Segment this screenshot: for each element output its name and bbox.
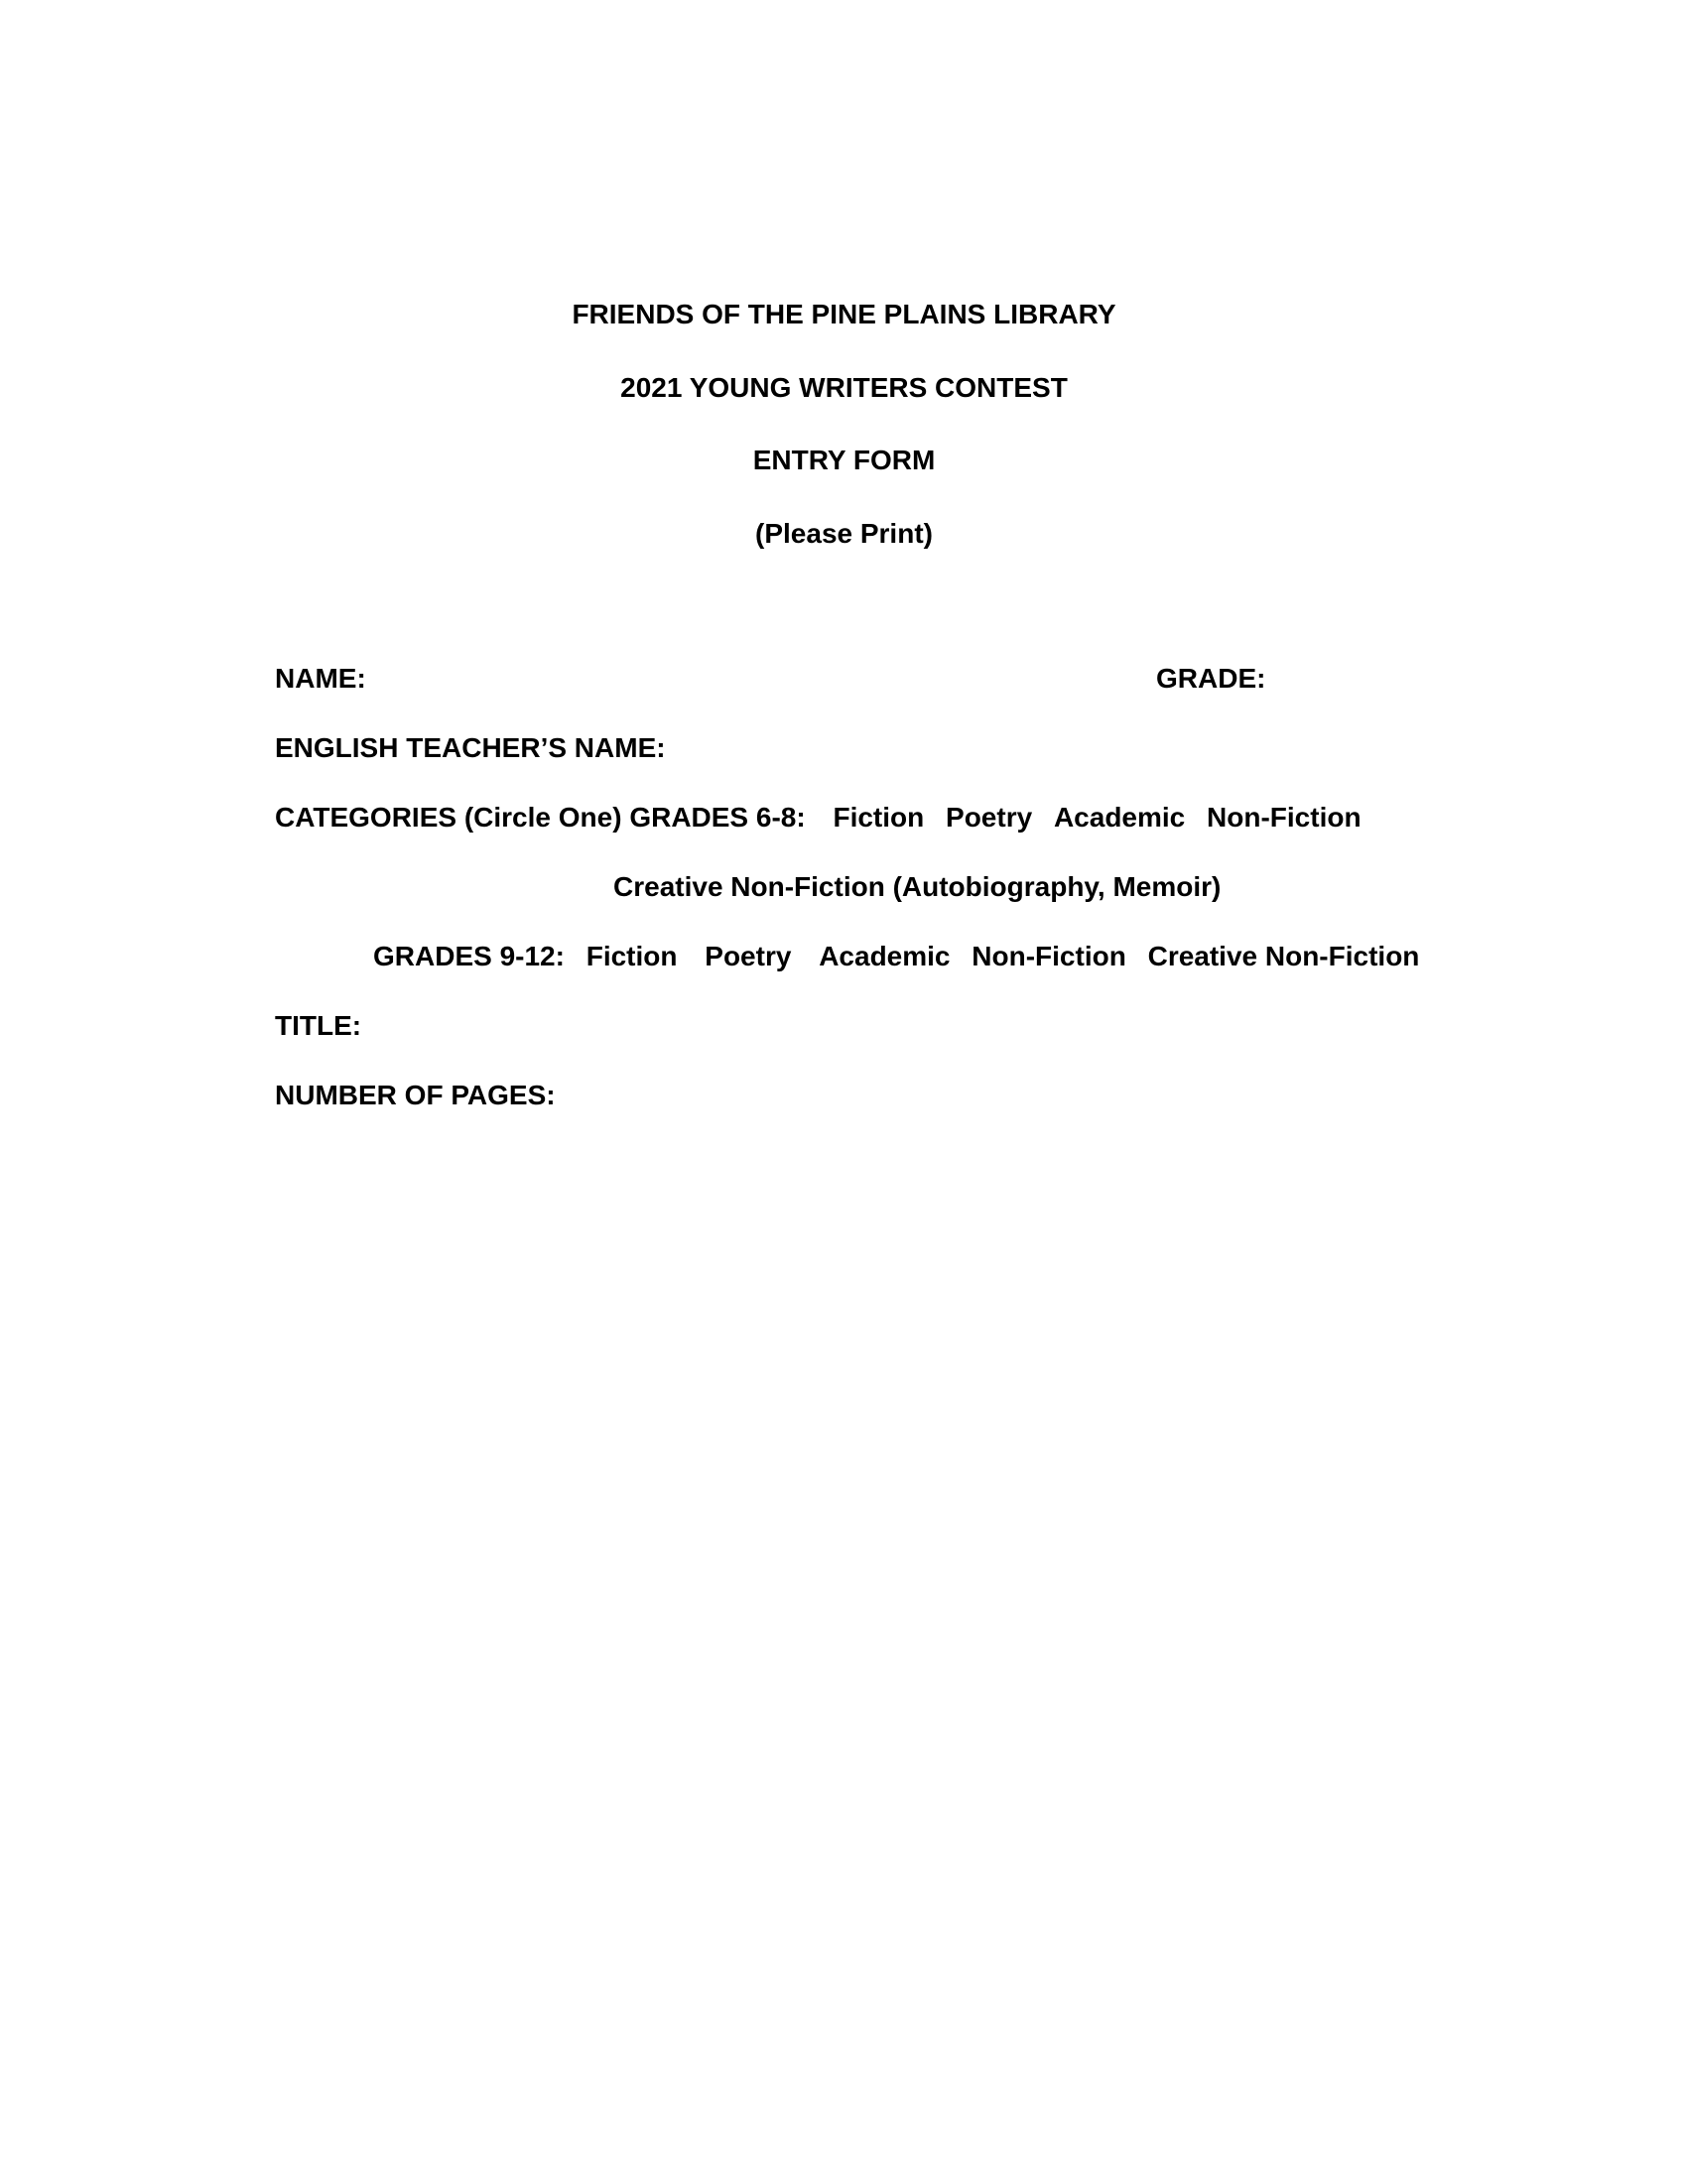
option-fiction-9-12: Fiction — [585, 941, 678, 971]
categories-row-9-12 — [373, 940, 1419, 973]
org-heading: FRIENDS OF THE PINE PLAINS LIBRARY — [572, 299, 1116, 329]
grade-field-label: GRADE: — [1156, 663, 1266, 694]
option-poetry-9-12: Poetry — [705, 941, 792, 971]
option-creative-nonfiction-6-8: Creative Non-Fiction (Autobiography, Memoir) — [613, 871, 1222, 902]
contest-heading: 2021 YOUNG WRITERS CONTEST — [620, 372, 1068, 403]
categories-row-6-8 — [275, 801, 1362, 835]
form-heading: ENTRY FORM — [752, 445, 936, 475]
option-nonfiction-6-8: Non-Fiction — [1207, 802, 1362, 833]
option-academic-9-12: Academic — [819, 941, 951, 971]
title-field-label: TITLE: — [275, 1010, 362, 1041]
pages-field-label: NUMBER OF PAGES: — [275, 1080, 556, 1110]
name-field-label: NAME: — [275, 663, 366, 694]
grades-9-12-label: GRADES 9-12: — [373, 941, 565, 971]
option-creative-nonfiction-9-12: Creative Non-Fiction — [1147, 941, 1420, 971]
option-academic-6-8: Academic — [1053, 802, 1186, 833]
option-nonfiction-9-12: Non-Fiction — [972, 941, 1126, 971]
print-note: (Please Print) — [755, 518, 933, 549]
teacher-field-label: ENGLISH TEACHER’S NAME: — [275, 732, 666, 763]
option-fiction-6-8: Fiction — [833, 802, 925, 833]
option-poetry-6-8: Poetry — [946, 802, 1033, 833]
categories-label: CATEGORIES (Circle One) GRADES 6-8: — [275, 802, 806, 833]
